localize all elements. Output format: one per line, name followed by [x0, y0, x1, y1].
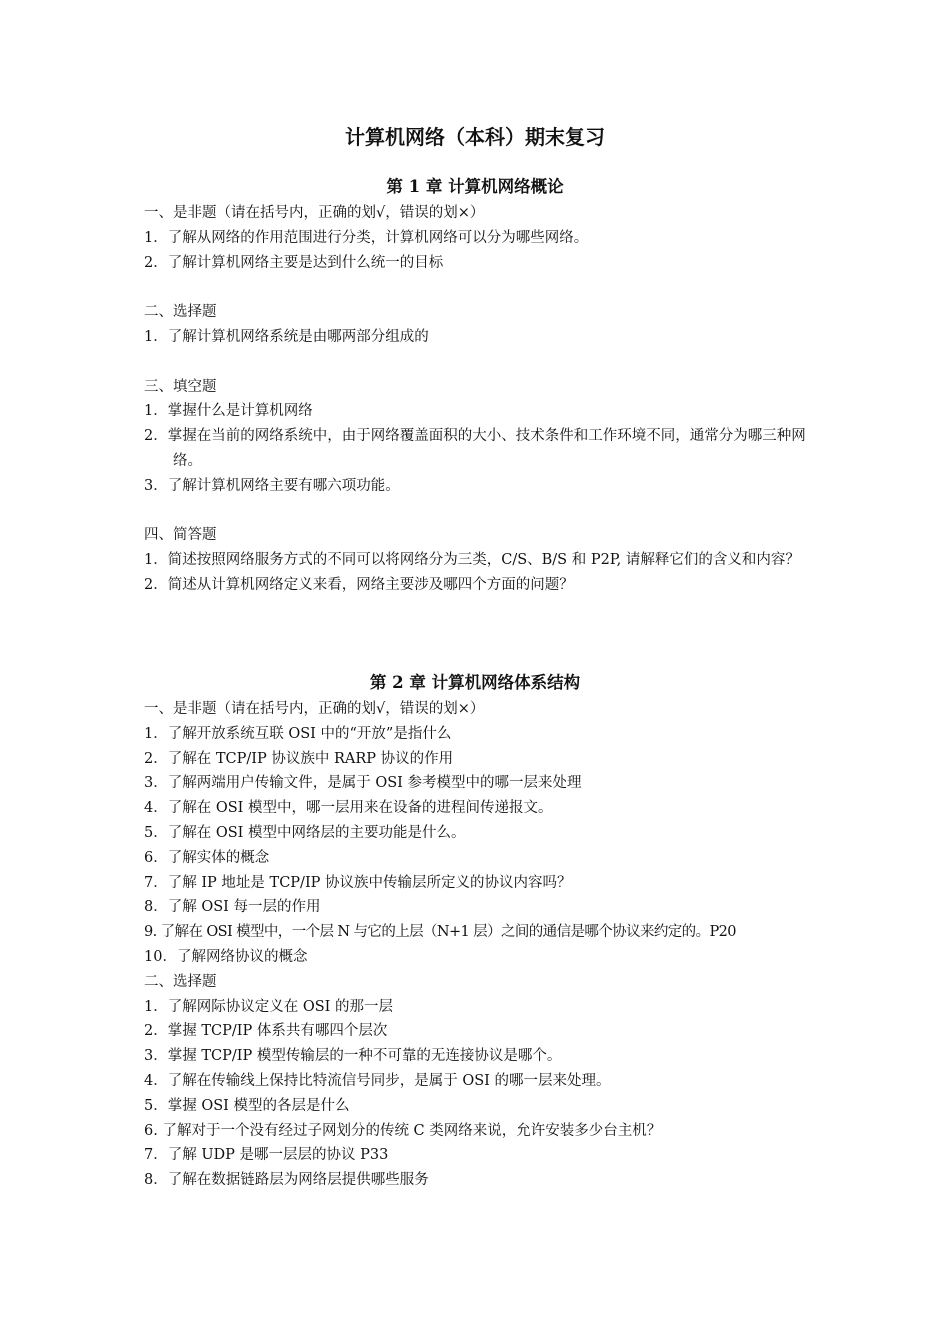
question-item: 3．掌握 TCP/IP 模型传输层的一种不可靠的无连接协议是哪个。: [144, 1048, 562, 1065]
question-item: 6. 了解对于一个没有经过子网划分的传统 C 类网络来说，允许安装多少台主机？: [144, 1122, 662, 1139]
chapter-2-title: 第 2 章 计算机网络体系结构: [369, 673, 581, 692]
question-item: 9. 了解在 OSI 模型中，一个层 N 与它的上层（N+1 层）之间的通信是哪个协议来约定的。P20: [144, 924, 736, 941]
question-item: 2．了解在 TCP/IP 协议族中 RARP 协议的作用: [144, 750, 454, 767]
question-item: 5．了解在 OSI 模型中网络层的主要功能是什么。: [144, 824, 466, 841]
blank-line: [144, 350, 806, 375]
section-heading: 二、选择题: [144, 304, 217, 321]
section-heading: 四、简答题: [144, 527, 217, 544]
question-item: 1．掌握什么是计算机网络: [144, 403, 313, 420]
question-item: 8．了解在数据链路层为网络层提供哪些服务: [144, 1172, 429, 1189]
question-item: 5．掌握 OSI 模型的各层是什么: [144, 1097, 350, 1114]
chapter-1: [144, 174, 806, 598]
question-item: 1．了解网际协议定义在 OSI 的那一层: [144, 998, 393, 1015]
ch2-section-true-false: [144, 697, 806, 970]
question-item: 4．了解在 OSI 模型中，哪一层用来在设备的进程间传递报文。: [144, 800, 553, 817]
question-item: 1．了解计算机网络系统是由哪两部分组成的: [144, 328, 429, 345]
question-item: 4．了解在传输线上保持比特流信号同步，是属于 OSI 的哪一层来处理。: [144, 1072, 611, 1089]
question-item: 2．掌握 TCP/IP 体系共有哪四个层次: [144, 1023, 388, 1040]
question-item: 7．了解 IP 地址是 TCP/IP 协议族中传输层所定义的协议内容吗？: [144, 874, 572, 891]
section-heading: 一、是非题（请在括号内，正确的划√，错误的划×）: [144, 205, 485, 221]
question-item: 7．了解 UDP 是哪一层层的协议 P33: [144, 1147, 389, 1164]
ch1-section-short-answer: [144, 523, 806, 597]
question-item: 2．了解计算机网络主要是达到什么统一的目标: [144, 254, 444, 271]
document-title: 计算机网络（本科）期末复习: [345, 125, 605, 149]
question-item: 2．简述从计算机网络定义来看，网络主要涉及哪四个方面的问题？: [144, 576, 574, 593]
question-item: 1．简述按照网络服务方式的不同可以将网络分为三类，C/S、B/S 和 P2P, 请解释它们的含义和内容？: [144, 552, 800, 569]
ch2-section-multiple-choice: [144, 970, 806, 1193]
question-item: 2．掌握在当前的网络系统中，由于网络覆盖面积的大小、技术条件和工作环境不同，通常分为哪三种网络。: [144, 428, 806, 469]
question-item: 3．了解两端用户传输文件，是属于 OSI 参考模型中的哪一层来处理: [144, 775, 582, 792]
section-heading: 二、选择题: [144, 973, 217, 990]
blank-line: [144, 275, 806, 300]
question-item: 6．了解实体的概念: [144, 849, 270, 866]
question-item: 1．了解从网络的作用范围进行分类，计算机网络可以分为哪些网络。: [144, 229, 589, 246]
question-item: 10．了解网络协议的概念: [144, 948, 308, 965]
section-heading: 一、是非题（请在括号内，正确的划√，错误的划×）: [144, 701, 485, 717]
blank-line: [144, 499, 806, 524]
question-item: 1．了解开放系统互联 OSI 中的“开放”是指什么: [144, 725, 452, 742]
ch1-section-multiple-choice: [144, 300, 806, 350]
chapter-1-title: 第 1 章 计算机网络概论: [386, 177, 564, 196]
section-heading: 三、填空题: [144, 378, 217, 395]
question-item: 3．了解计算机网络主要有哪六项功能。: [144, 477, 400, 494]
question-item: 8．了解 OSI 每一层的作用: [144, 899, 321, 916]
chapter-2: [144, 670, 806, 1193]
ch1-section-fill-in: [144, 375, 806, 499]
ch1-section-true-false: [144, 201, 806, 275]
